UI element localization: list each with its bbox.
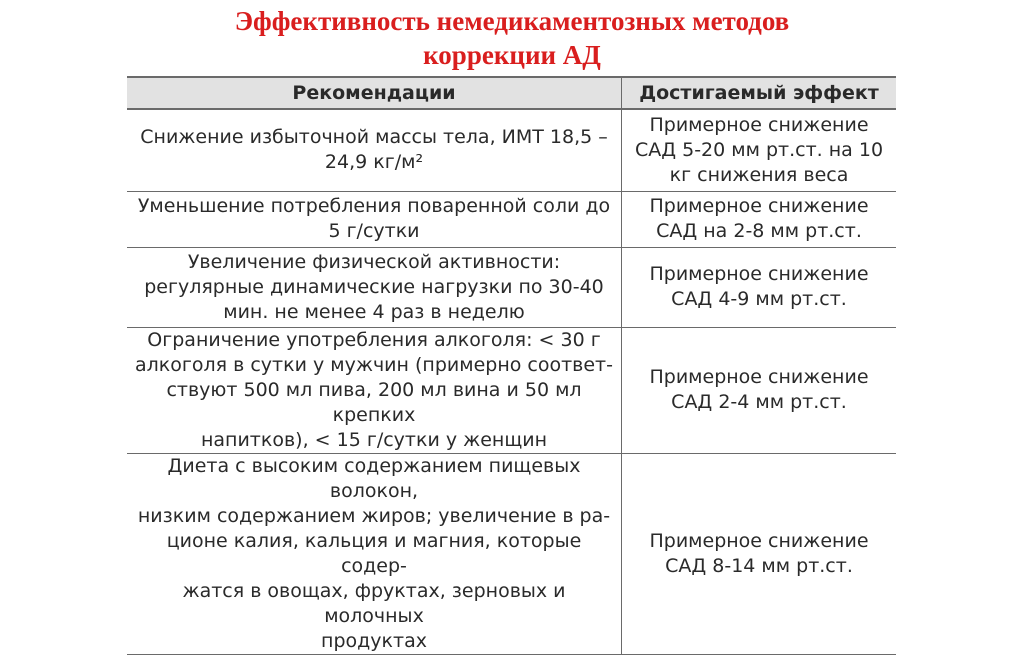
table-row [127,327,896,453]
table-row [127,109,896,191]
effect-cell [622,109,897,191]
effect-text: Примерное снижение САД на 2-8 мм рт.ст. [649,195,869,242]
effect-text: Примерное снижение САД 5-20 мм рт.ст. на 10 кг снижения веса [634,113,884,186]
recommendation-text: Уменьшение потребления поваренной соли до 5 г/сутки [137,195,611,242]
effect-cell [622,453,897,654]
recommendation-text: Ограничение употребления алкоголя: < 30 г алкоголя в сутки у мужчин (примерно соответ- ствуют 500 мл пива, 200 мл вина и 50 мл крепких напитков), < 15 г/сутки у женщин [135,328,613,451]
table-row [127,247,896,327]
slide-title [0,4,1024,72]
header-effect: Достигаемый эффект [622,77,897,109]
recommendation-cell [127,109,622,191]
recommendation-cell [127,191,622,247]
header-recommendations: Рекомендации [127,77,622,109]
effect-text: Примерное снижение САД 4-9 мм рт.ст. [649,263,869,310]
recommendation-text: Диета с высоким содержанием пищевых волокон, низким содержанием жиров; увеличение в ра- ционе калия, кальция и магния, которые содер- жатся в овощах, фруктах, зерновых и молочных продуктах [137,454,611,652]
effect-text: Примерное снижение САД 2-4 мм рт.ст. [649,366,869,413]
effect-cell [622,191,897,247]
recommendations-table [127,76,896,655]
recommendation-cell [127,453,622,654]
table-header-row [127,77,896,109]
slide-title-line-1: Эффективность немедикаментозных методов [234,6,790,36]
slide-title-line-2: коррекции АД [423,40,601,70]
table-row [127,453,896,654]
table-row [127,191,896,247]
recommendation-text: Снижение избыточной массы тела, ИМТ 18,5 – 24,9 кг/м² [140,126,608,174]
recommendation-text: Увеличение физической активности: регулярные динамические нагрузки по 30-40 мин. не менее 4 раз в неделю [144,250,604,323]
effect-text: Примерное снижение САД 8-14 мм рт.ст. [649,529,869,577]
effect-cell [622,327,897,453]
recommendation-cell [127,247,622,327]
effect-cell [622,247,897,327]
recommendation-cell [127,327,622,453]
